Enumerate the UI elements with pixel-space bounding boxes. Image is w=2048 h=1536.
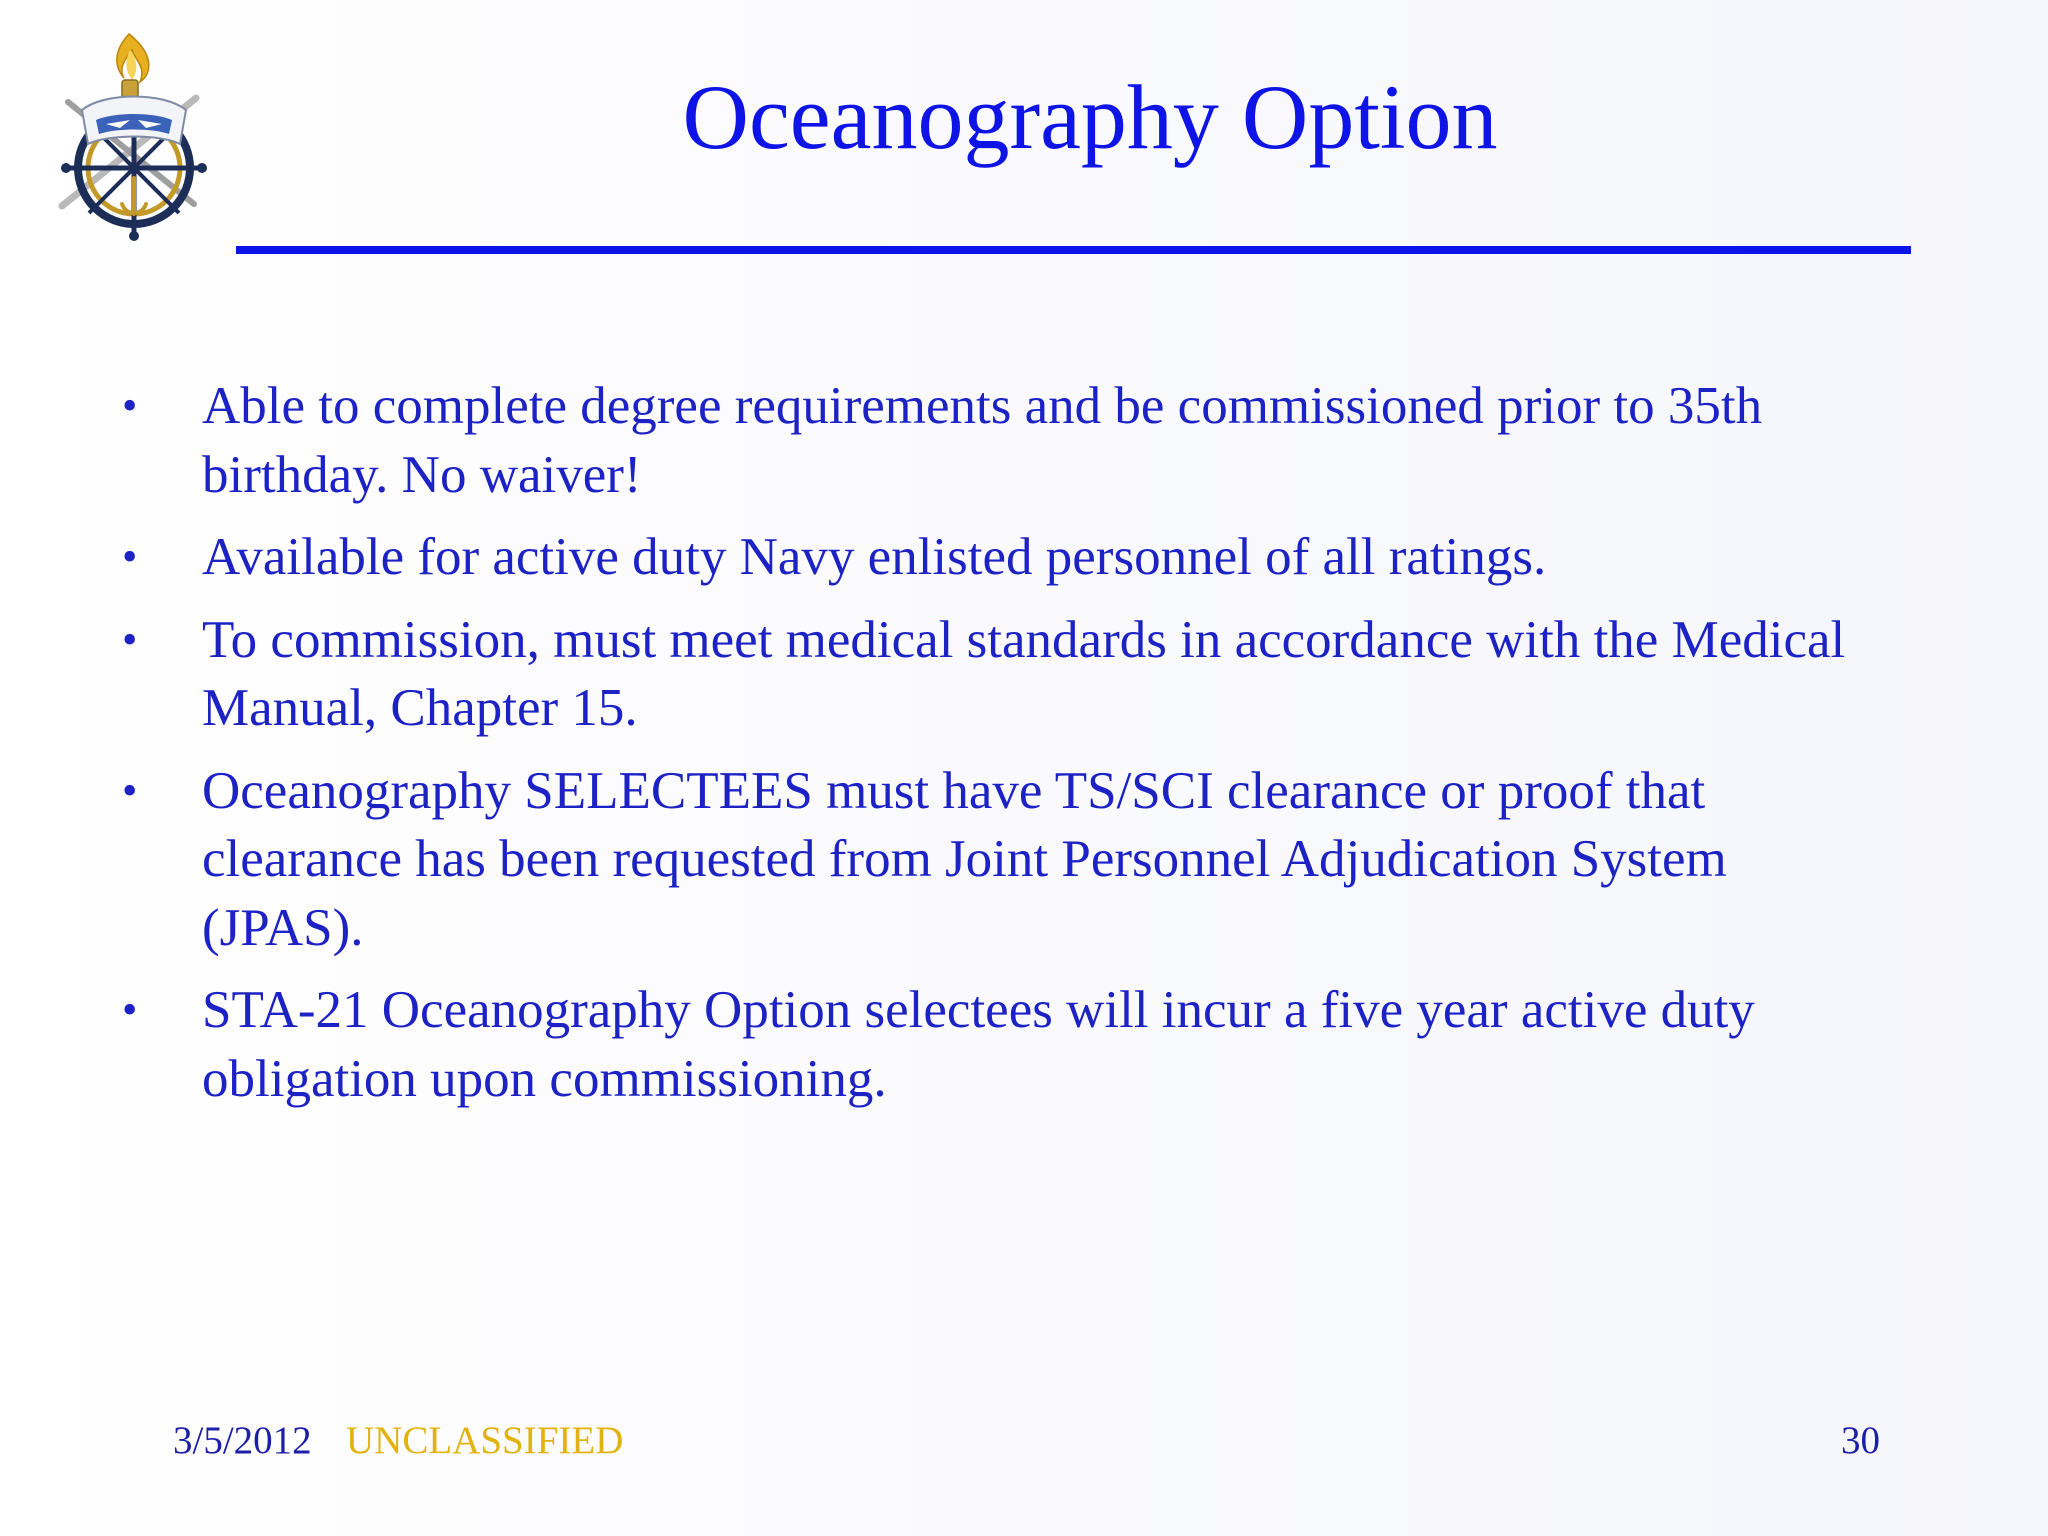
bullet-text: STA-21 Oceanography Option selectees will incur a five year active duty obligation upon commissioning. bbox=[202, 981, 1755, 1108]
bullet-item bbox=[120, 523, 1900, 592]
bullet-dot-icon: • bbox=[122, 381, 138, 430]
bullet-list bbox=[120, 372, 1900, 1127]
navy-oceanography-emblem bbox=[34, 28, 224, 243]
classification-label: UNCLASSIFIED bbox=[346, 1419, 624, 1462]
bullet-text: Oceanography SELECTEES must have TS/SCI clearance or proof that clearance has been requested from Joint Personnel Adjudication System (JPAS). bbox=[202, 761, 1727, 957]
bullet-text: To commission, must meet medical standards in accordance with the Medical Manual, Chapter 15. bbox=[202, 610, 1846, 737]
title-underline-rule bbox=[236, 246, 1911, 254]
bullet-item bbox=[120, 757, 1900, 963]
bullet-dot-icon: • bbox=[122, 532, 138, 581]
footer-date: 3/5/2012 bbox=[173, 1419, 312, 1462]
bullet-item bbox=[120, 372, 1900, 509]
bullet-text: Available for active duty Navy enlisted personnel of all ratings. bbox=[202, 528, 1547, 586]
bullet-text: Able to complete degree requirements and be commissioned prior to 35th birthday. No waiver! bbox=[202, 377, 1763, 504]
bullet-item bbox=[120, 606, 1900, 743]
bullet-dot-icon: • bbox=[122, 985, 138, 1034]
page-number: 30 bbox=[1841, 1419, 1880, 1462]
slide-title: Oceanography Option bbox=[682, 66, 1498, 168]
bullet-item bbox=[120, 976, 1900, 1113]
bullet-dot-icon: • bbox=[122, 765, 138, 815]
bullet-dot-icon: • bbox=[122, 614, 138, 664]
